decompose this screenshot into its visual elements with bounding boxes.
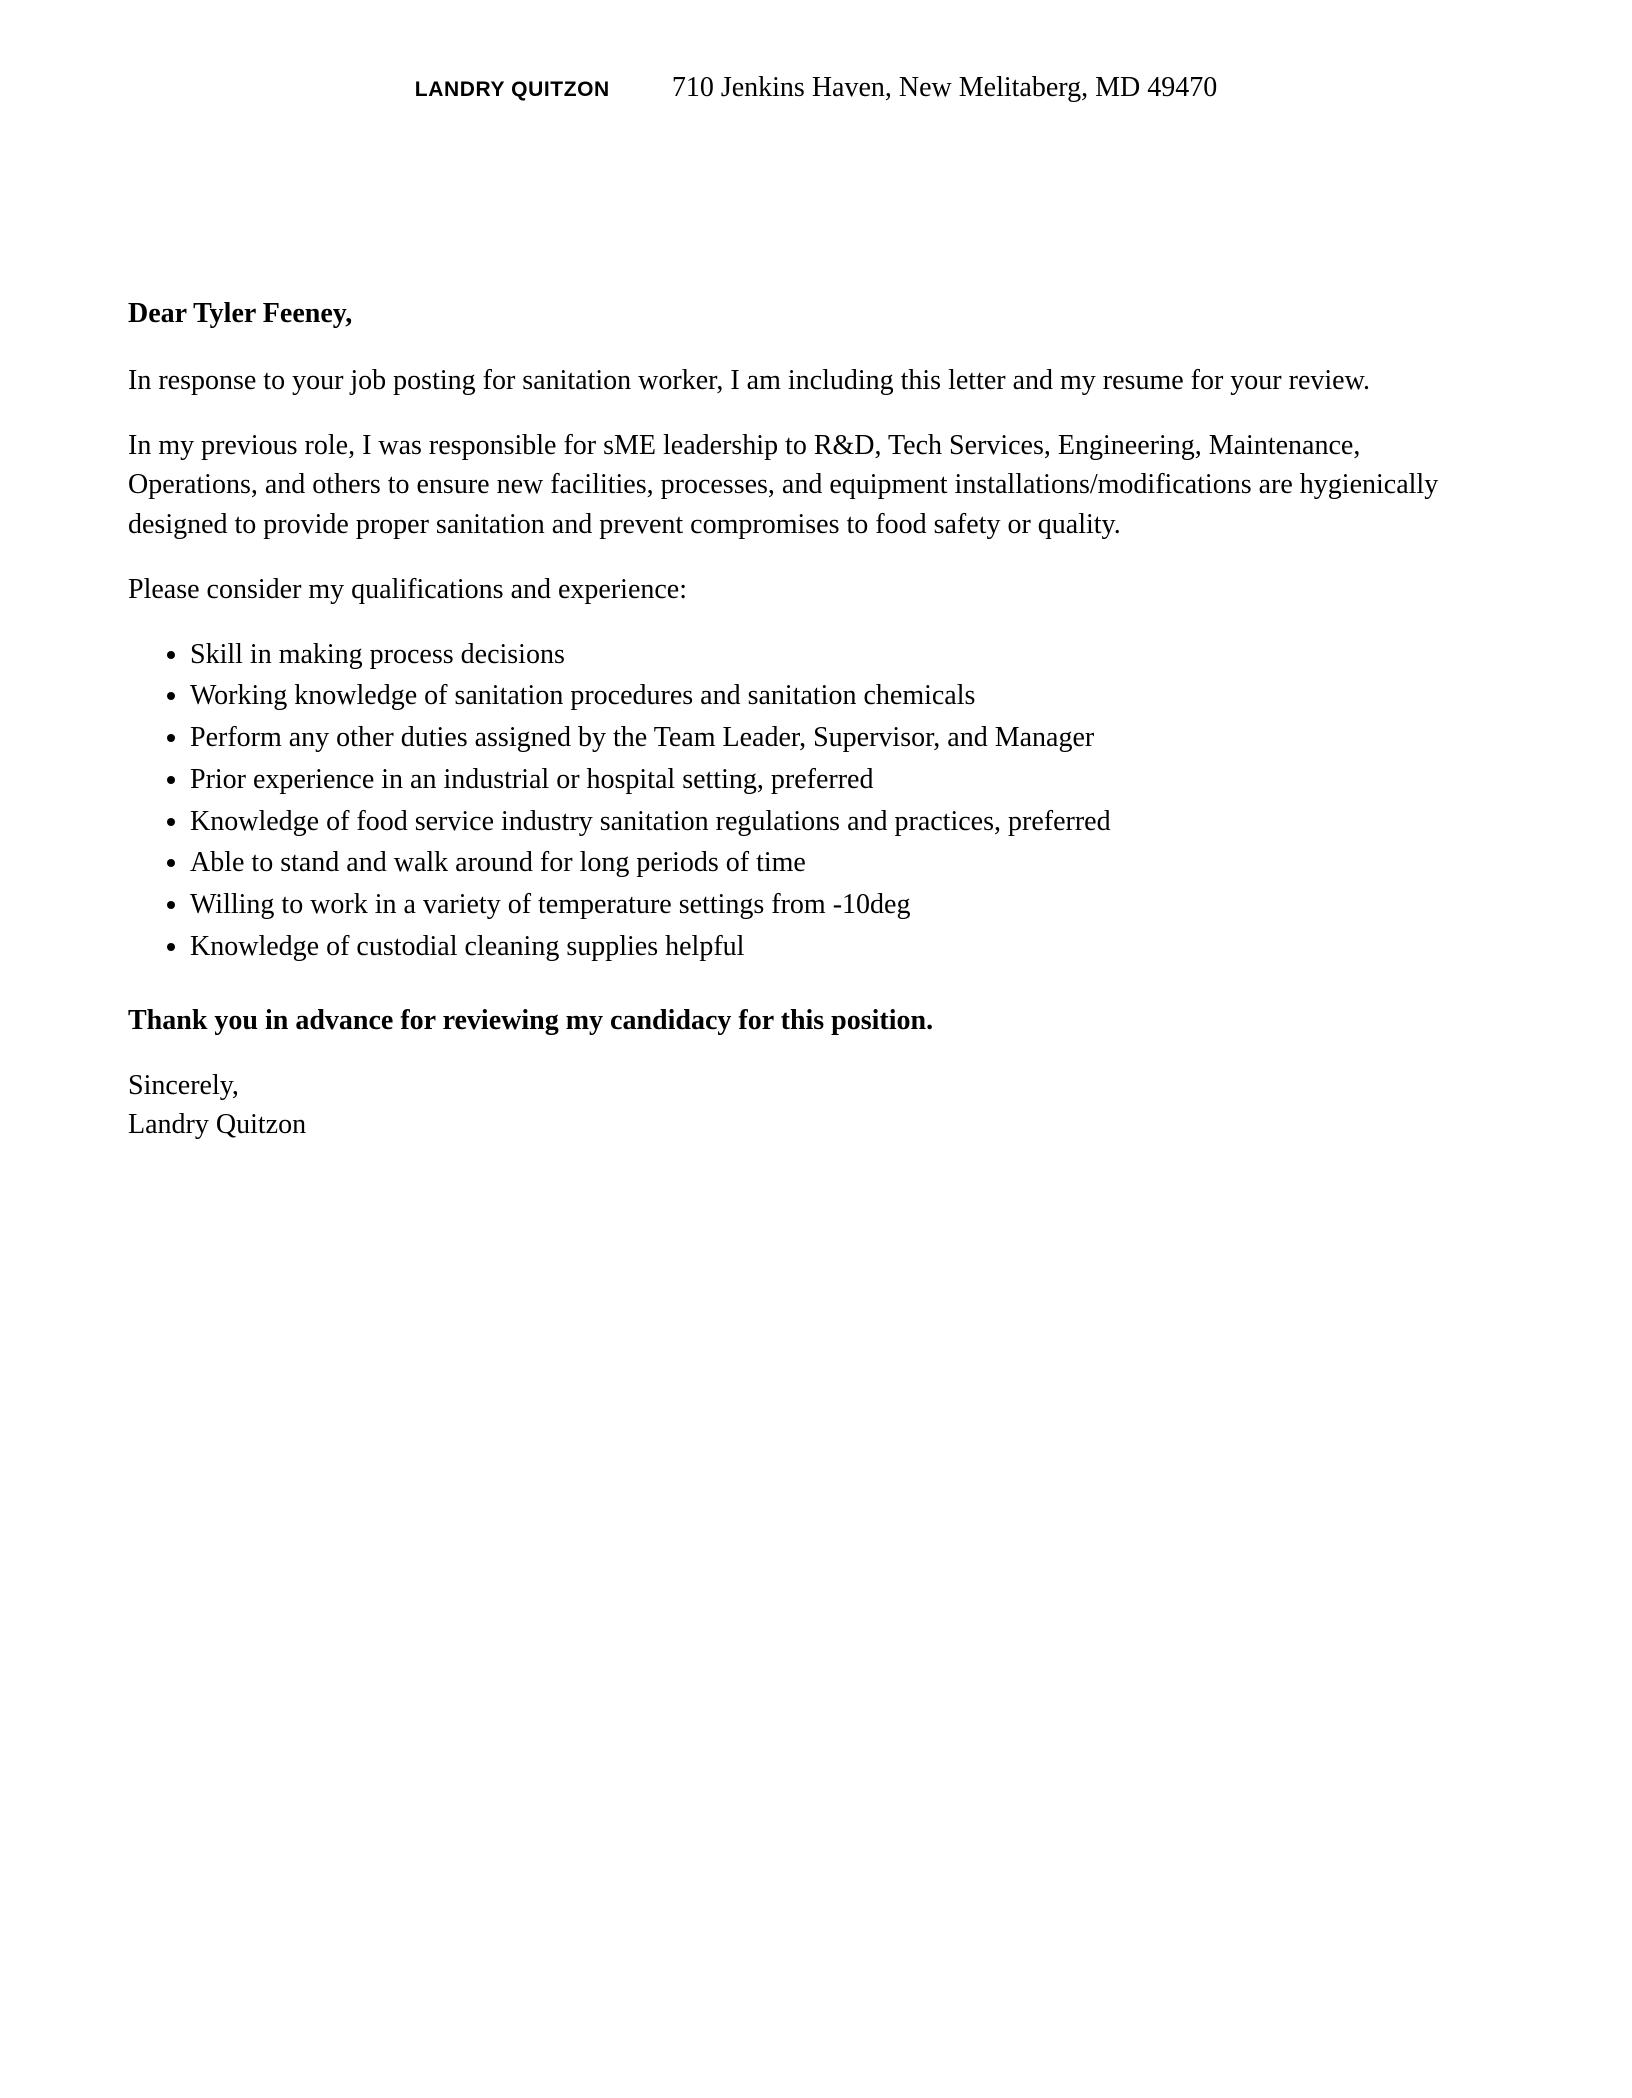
signature-block bbox=[128, 1066, 1478, 1146]
letter-body bbox=[128, 295, 1478, 1145]
salutation: Dear Tyler Feeney, bbox=[128, 298, 353, 329]
sign-off: Sincerely, bbox=[128, 1069, 239, 1101]
qualifications-list bbox=[128, 635, 1478, 967]
paragraph-qualifications-lead: Please consider my qualifications and experience: bbox=[128, 573, 688, 605]
paragraph-experience: In my previous role, I was responsible for sME leadership to R&D, Tech Services, Engineering, Maintenance, Operations, and others to ensure new facilities, processes, and equipment installations/modifications are hygienically designed to provide proper sanitation and prevent compromises to food safety or quality. bbox=[128, 429, 1439, 541]
sender-address: 710 Jenkins Haven, New Melitaberg, MD 49470 bbox=[671, 72, 1218, 103]
list-item: • Knowledge of custodial cleaning supplies helpful bbox=[190, 927, 1478, 967]
list-item: • Prior experience in an industrial or hospital setting, preferred bbox=[190, 760, 1478, 800]
list-item: • Knowledge of food service industry sanitation regulations and practices, preferred bbox=[190, 802, 1478, 842]
list-item: • Willing to work in a variety of temperature settings from -10deg bbox=[190, 885, 1478, 925]
paragraph-intro: In response to your job posting for sanitation worker, I am including this letter and my resume for your review. bbox=[128, 364, 1370, 396]
list-item: • Perform any other duties assigned by the Team Leader, Supervisor, and Manager bbox=[190, 718, 1478, 758]
sender-name: LANDRY QUITZON bbox=[414, 78, 610, 101]
list-item: • Working knowledge of sanitation procedures and sanitation chemicals bbox=[190, 676, 1478, 716]
thank-you-line: Thank you in advance for reviewing my candidacy for this position. bbox=[128, 1004, 934, 1036]
list-item: • Able to stand and walk around for long periods of time bbox=[190, 843, 1478, 883]
signature-name: Landry Quitzon bbox=[128, 1109, 307, 1141]
letterhead bbox=[0, 72, 1632, 104]
list-item: • Skill in making process decisions bbox=[190, 635, 1478, 675]
